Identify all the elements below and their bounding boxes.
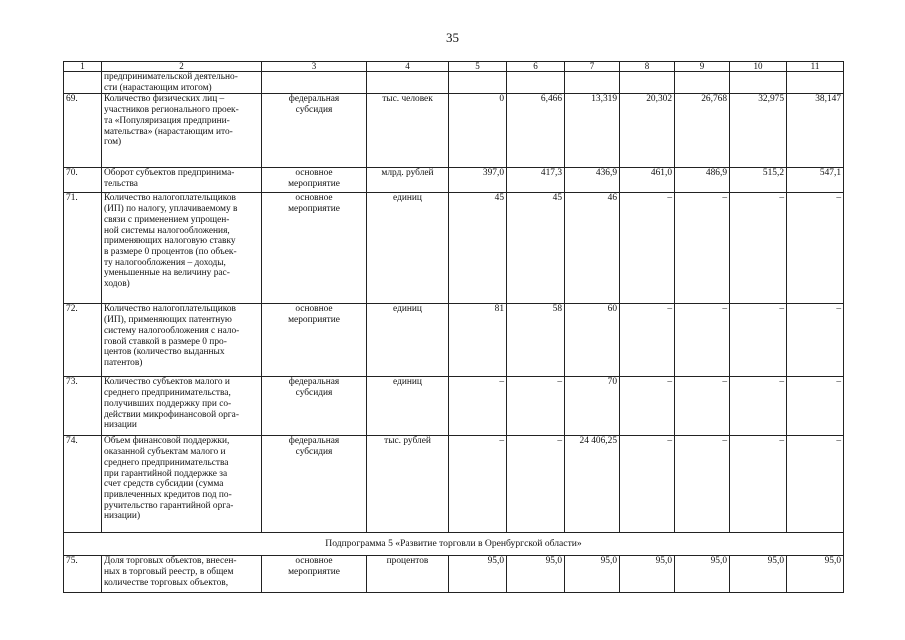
funding-source: федеральная субсидия	[262, 436, 367, 533]
indicator-value	[620, 72, 675, 94]
column-number: 10	[730, 62, 787, 72]
row-number: 70.	[64, 168, 102, 193]
column-number: 8	[620, 62, 675, 72]
column-number: 1	[64, 62, 102, 72]
indicator-value	[449, 72, 507, 94]
column-number-row	[64, 62, 844, 72]
subprogram-title: Подпрограмма 5 «Развитие торговли в Оренбургской области»	[64, 533, 844, 556]
indicator-value: 95,0	[507, 556, 565, 593]
row-number: 71.	[64, 193, 102, 304]
indicator-value: –	[449, 436, 507, 533]
indicator-value: 95,0	[787, 556, 844, 593]
indicator-name: Количество налогоплательщиков (ИП) по налогу, уплачиваемому в связи с применением упрощен- ной системы налогообложения, применяющих налоговую ставку в размере 0 процентов (по объек- ту налогообложения – доходы, уменьшенные на величину рас- ходов)	[102, 193, 262, 304]
funding-source: федеральная субсидия	[262, 377, 367, 436]
indicator-value: –	[675, 436, 730, 533]
row-number: 75.	[64, 556, 102, 593]
unit-of-measure	[367, 72, 449, 94]
indicator-value	[675, 72, 730, 94]
indicator-name: Количество субъектов малого и среднего предпринимательства, получивших поддержку при со- действии микрофинансовой орга- низации	[102, 377, 262, 436]
indicator-value: 45	[449, 193, 507, 304]
indicator-value: –	[730, 436, 787, 533]
funding-source	[262, 72, 367, 94]
row-number: 74.	[64, 436, 102, 533]
table-row	[64, 94, 844, 168]
indicator-name: Количество физических лиц – участников регионального проек- та «Популяризация предприни- мательства» (нарастающим ито- гом)	[102, 94, 262, 168]
column-number: 6	[507, 62, 565, 72]
indicator-value: 81	[449, 304, 507, 377]
indicator-value: 461,0	[620, 168, 675, 193]
indicator-value: 26,768	[675, 94, 730, 168]
indicator-name: предпринимательской деятельно- сти (нарастающим итогом)	[102, 72, 262, 94]
funding-source: основное мероприятие	[262, 193, 367, 304]
page-number: 35	[446, 30, 459, 45]
indicator-value: 0	[449, 94, 507, 168]
indicator-value: 417,3	[507, 168, 565, 193]
indicator-value: –	[620, 377, 675, 436]
indicator-value	[565, 72, 620, 94]
unit-of-measure: тыс. человек	[367, 94, 449, 168]
indicator-value: 397,0	[449, 168, 507, 193]
table-row	[64, 168, 844, 193]
table-row	[64, 304, 844, 377]
indicator-name: Доля торговых объектов, внесен- ных в торговый реестр, в общем количестве торговых объектов,	[102, 556, 262, 593]
indicator-value: 95,0	[675, 556, 730, 593]
indicator-value: 45	[507, 193, 565, 304]
row-number	[64, 72, 102, 94]
indicator-value: –	[620, 304, 675, 377]
unit-of-measure: единиц	[367, 304, 449, 377]
table-row	[64, 377, 844, 436]
indicator-value: 95,0	[565, 556, 620, 593]
table-row	[64, 436, 844, 533]
indicator-value: 20,302	[620, 94, 675, 168]
indicator-value: 32,975	[730, 94, 787, 168]
indicator-name: Оборот субъектов предпринима- тельства	[102, 168, 262, 193]
indicator-value: 60	[565, 304, 620, 377]
table-row	[64, 556, 844, 593]
table-row	[64, 72, 844, 94]
indicator-name: Количество налогоплательщиков (ИП), применяющих патентную систему налогообложения с нало- говой ставкой в размере 0 про- центов (количество выданных патентов)	[102, 304, 262, 377]
column-number: 7	[565, 62, 620, 72]
indicator-value: 58	[507, 304, 565, 377]
table-row	[64, 193, 844, 304]
subprogram-row	[64, 533, 844, 556]
indicator-value: 6,466	[507, 94, 565, 168]
column-number: 4	[367, 62, 449, 72]
column-number: 3	[262, 62, 367, 72]
indicator-value	[787, 72, 844, 94]
indicator-value: 38,147	[787, 94, 844, 168]
funding-source: основное мероприятие	[262, 168, 367, 193]
indicator-value: –	[507, 377, 565, 436]
indicator-value: –	[620, 193, 675, 304]
indicator-value: –	[787, 377, 844, 436]
unit-of-measure: тыс. рублей	[367, 436, 449, 533]
row-number: 72.	[64, 304, 102, 377]
column-number: 11	[787, 62, 844, 72]
funding-source: основное мероприятие	[262, 304, 367, 377]
indicator-value: 24 406,25	[565, 436, 620, 533]
column-number: 9	[675, 62, 730, 72]
funding-source: основное мероприятие	[262, 556, 367, 593]
indicator-value	[730, 72, 787, 94]
column-number: 2	[102, 62, 262, 72]
indicator-value: 486,9	[675, 168, 730, 193]
unit-of-measure: единиц	[367, 377, 449, 436]
indicator-value: –	[787, 193, 844, 304]
unit-of-measure: млрд. рублей	[367, 168, 449, 193]
indicator-value: 95,0	[620, 556, 675, 593]
indicator-value: 70	[565, 377, 620, 436]
unit-of-measure: процентов	[367, 556, 449, 593]
indicators-table	[63, 61, 844, 593]
row-number: 69.	[64, 94, 102, 168]
indicator-value: 436,9	[565, 168, 620, 193]
indicator-value: –	[675, 304, 730, 377]
indicator-value: –	[730, 377, 787, 436]
indicator-value: –	[787, 304, 844, 377]
indicator-value: –	[620, 436, 675, 533]
indicator-value: –	[730, 304, 787, 377]
row-number: 73.	[64, 377, 102, 436]
unit-of-measure: единиц	[367, 193, 449, 304]
indicator-value: 547,1	[787, 168, 844, 193]
indicator-value: 13,319	[565, 94, 620, 168]
table-body	[64, 62, 844, 593]
indicator-value: –	[675, 377, 730, 436]
indicator-value: –	[675, 193, 730, 304]
indicator-value: –	[730, 193, 787, 304]
column-number: 5	[449, 62, 507, 72]
indicator-name: Объем финансовой поддержки, оказанной субъектам малого и среднего предпринимательства при гарантийной поддержке за счет средств субсидии (сумма привлеченных кредитов под по- ручительство гарантийной орга- низации)	[102, 436, 262, 533]
funding-source: федеральная субсидия	[262, 94, 367, 168]
indicator-value: 95,0	[449, 556, 507, 593]
indicator-value: 95,0	[730, 556, 787, 593]
indicator-value: –	[507, 436, 565, 533]
indicator-value: –	[787, 436, 844, 533]
indicator-value	[507, 72, 565, 94]
indicator-value: 46	[565, 193, 620, 304]
indicator-value: –	[449, 377, 507, 436]
indicator-value: 515,2	[730, 168, 787, 193]
